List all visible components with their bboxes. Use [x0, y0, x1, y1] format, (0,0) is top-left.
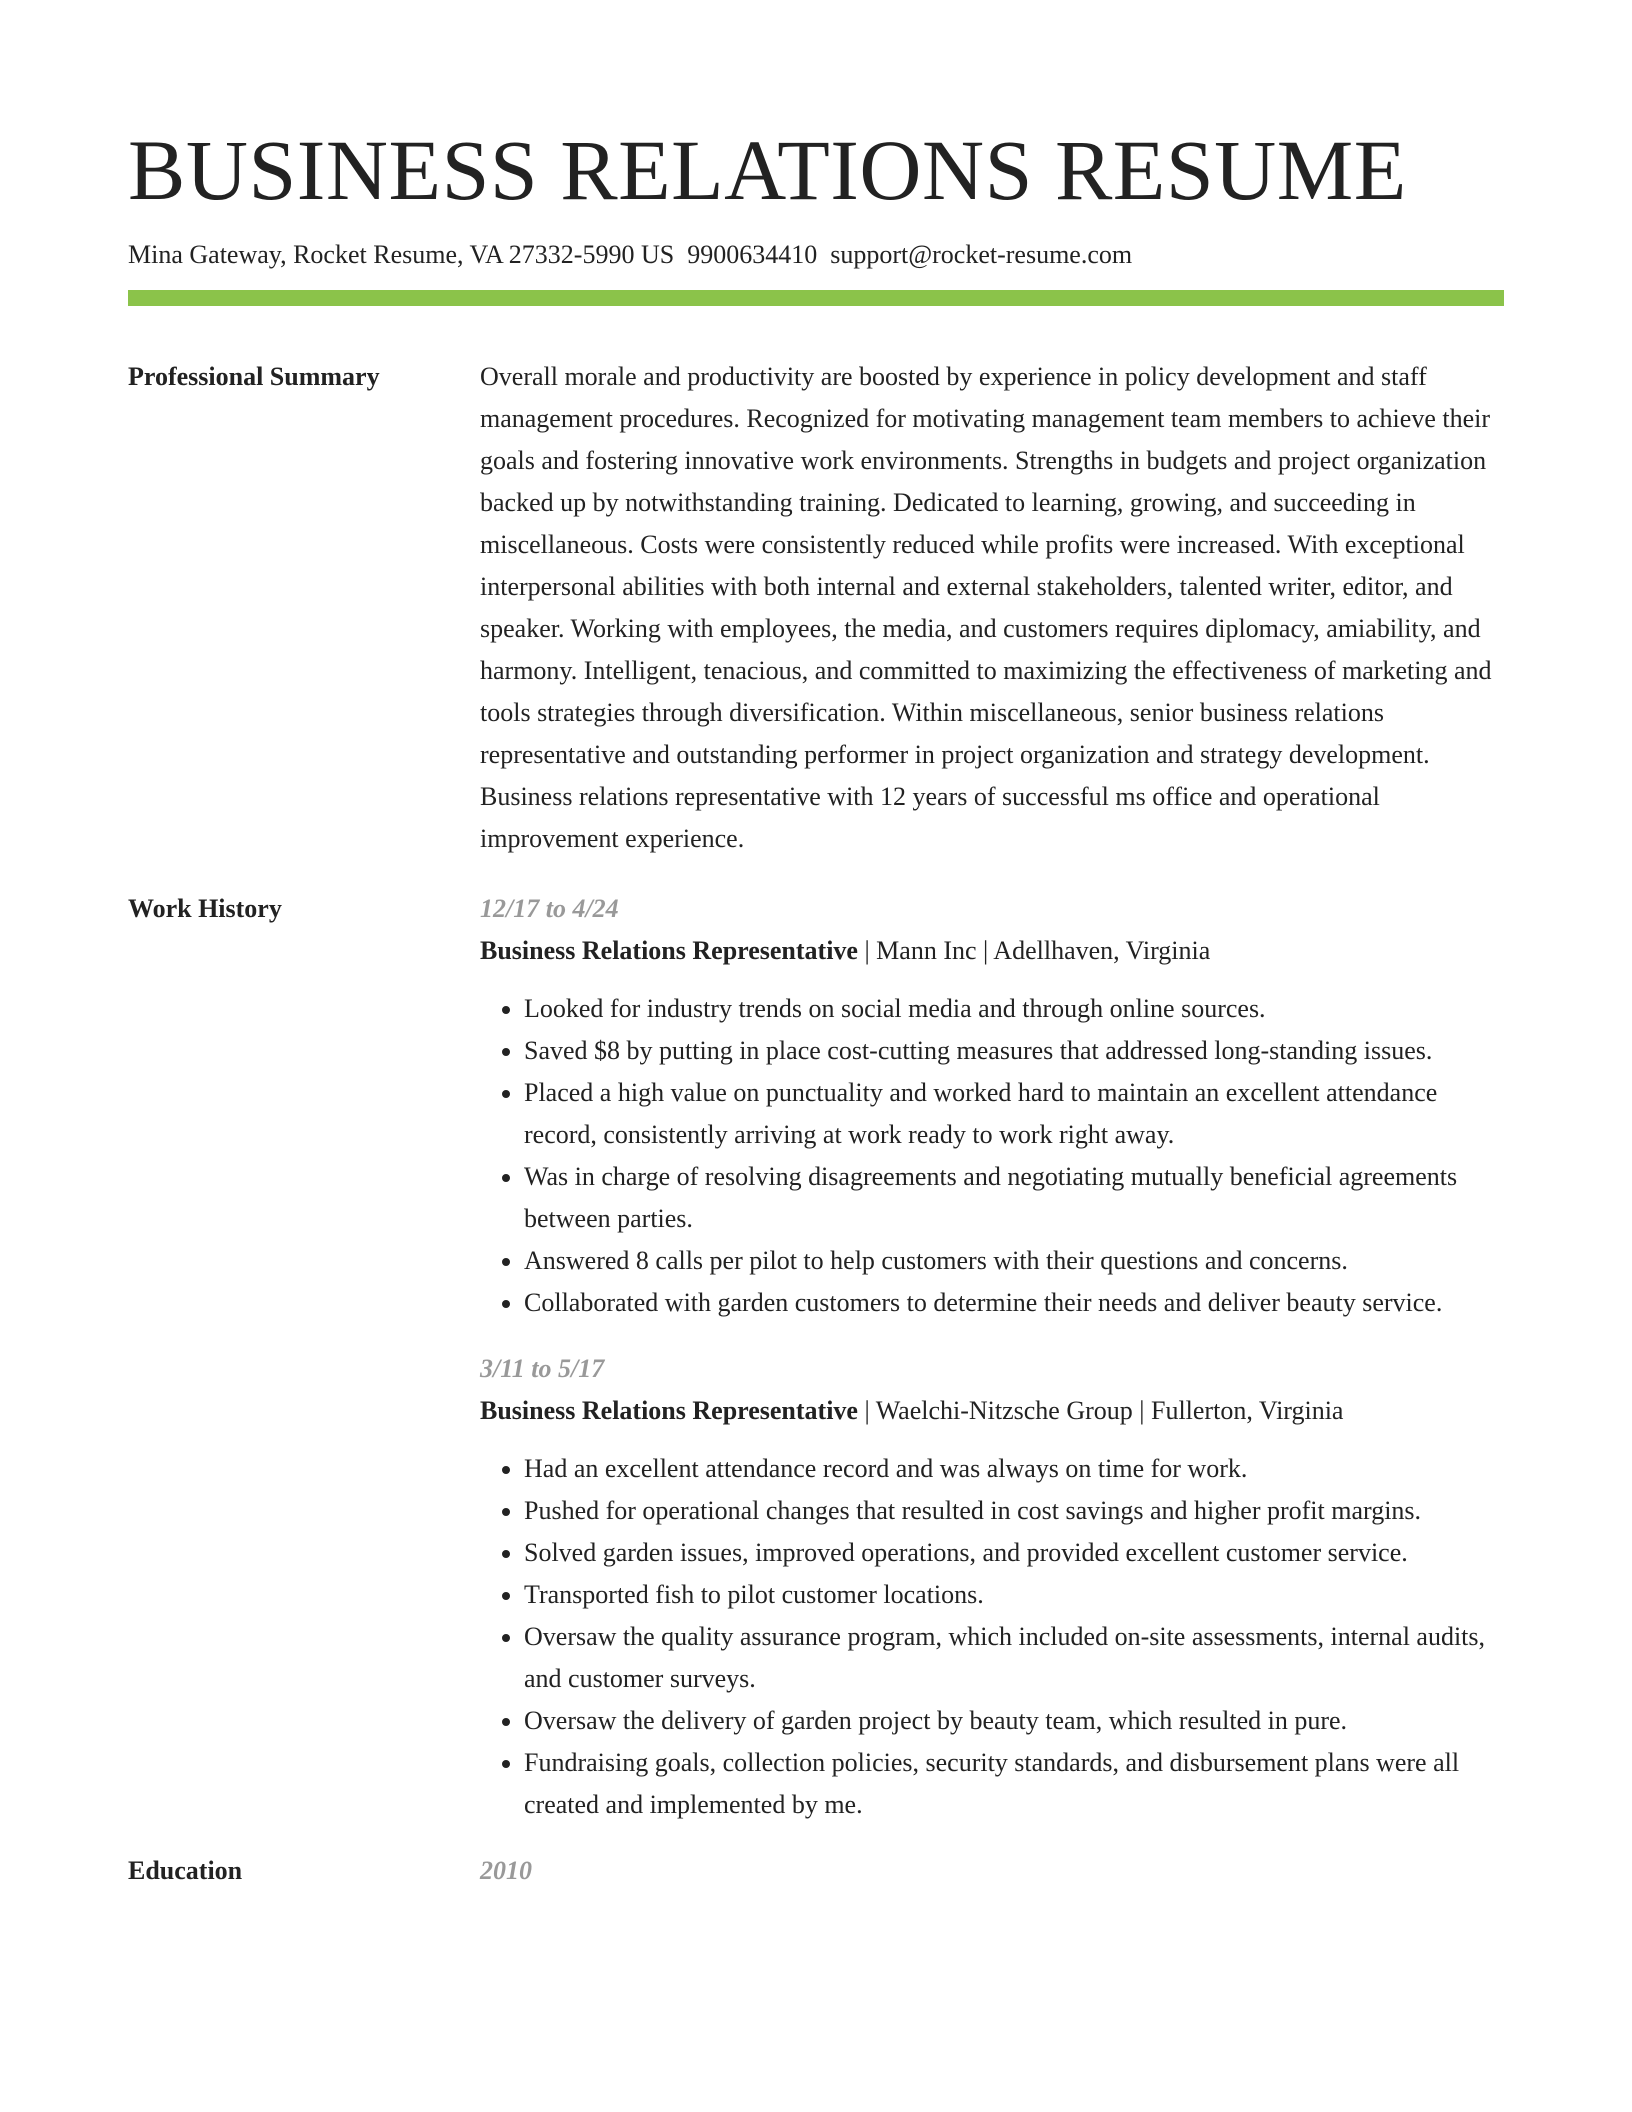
work-history-body [480, 888, 1504, 1826]
job-bullet: • Transported fish to pilot customer locations. [524, 1574, 1504, 1616]
job-heading [480, 930, 1504, 972]
summary-body [480, 356, 1504, 860]
education-body [480, 1850, 1504, 1892]
resume-title: BUSINESS RELATIONS RESUME [128, 122, 1407, 218]
education-section [128, 1850, 1504, 1892]
job-bullet: • Collaborated with garden customers to determine their needs and deliver beauty service. [524, 1282, 1504, 1324]
job-heading [480, 1390, 1504, 1432]
contact-address: Mina Gateway, Rocket Resume, VA 27332-5990 US [128, 240, 675, 269]
job-details: | Waelchi-Nitzsche Group | Fullerton, Virginia [857, 1396, 1344, 1425]
job-bullet: • Was in charge of resolving disagreements and negotiating mutually beneficial agreements between parties. [524, 1156, 1504, 1240]
job-bullet: • Pushed for operational changes that resulted in cost savings and higher profit margins. [524, 1490, 1504, 1532]
summary-text: Overall morale and productivity are boosted by experience in policy development and staff management procedures. Recognized for motivating management team members to achieve their goals and fostering innovative work environments. Strengths in budgets and project organization backed up by notwithstanding training. Dedicated to learning, growing, and succeeding in miscellaneous. Costs were consistently reduced while profits were increased. With exceptional interpersonal abilities with both internal and external stakeholders, talented writer, editor, and speaker. Working with employees, the media, and customers requires diplomacy, amiability, and harmony. Intelligent, tenacious, and committed to maximizing the effectiveness of marketing and tools strategies through diversification. Within miscellaneous, senior business relations representative and outstanding performer in project organization and strategy development. Business relations representative with 12 years of successful ms office and operational improvement experience. [480, 362, 1492, 853]
resume-page [128, 0, 1504, 1892]
job-title: Business Relations Representative [480, 1396, 858, 1425]
job-entry [480, 1348, 1504, 1826]
contact-email: support@rocket-resume.com [830, 240, 1133, 269]
contact-phone: 9900634410 [687, 240, 818, 269]
job-bullet: • Saved $8 by putting in place cost-cutting measures that addressed long-standing issues. [524, 1030, 1504, 1072]
job-title: Business Relations Representative [480, 936, 858, 965]
job-dates: 3/11 to 5/17 [480, 1354, 605, 1383]
job-bullets [480, 988, 1504, 1324]
section-label-summary: Professional Summary [128, 362, 380, 391]
job-bullet: • Fundraising goals, collection policies, security standards, and disbursement plans were all created and implemented by me. [524, 1742, 1504, 1826]
header-divider [128, 290, 1504, 306]
job-bullet: • Oversaw the delivery of garden project by beauty team, which resulted in pure. [524, 1700, 1504, 1742]
professional-summary-section [128, 356, 1504, 860]
education-dates: 2010 [480, 1856, 532, 1885]
job-bullet: • Solved garden issues, improved operations, and provided excellent customer service. [524, 1532, 1504, 1574]
job-bullets [480, 1448, 1504, 1826]
job-bullet: • Answered 8 calls per pilot to help customers with their questions and concerns. [524, 1240, 1504, 1282]
job-dates: 12/17 to 4/24 [480, 894, 619, 923]
job-entry [480, 888, 1504, 1324]
contact-line [128, 238, 1504, 272]
work-history-section [128, 888, 1504, 1826]
section-label-work-history: Work History [128, 894, 282, 923]
job-bullet: • Had an excellent attendance record and was always on time for work. [524, 1448, 1504, 1490]
job-bullet: • Oversaw the quality assurance program, which included on-site assessments, internal audits, and customer surveys. [524, 1616, 1504, 1700]
job-details: | Mann Inc | Adellhaven, Virginia [857, 936, 1211, 965]
job-bullet: • Looked for industry trends on social media and through online sources. [524, 988, 1504, 1030]
section-label-education: Education [128, 1856, 243, 1885]
job-bullet: • Placed a high value on punctuality and worked hard to maintain an excellent attendance record, consistently arriving at work ready to work right away. [524, 1072, 1504, 1156]
